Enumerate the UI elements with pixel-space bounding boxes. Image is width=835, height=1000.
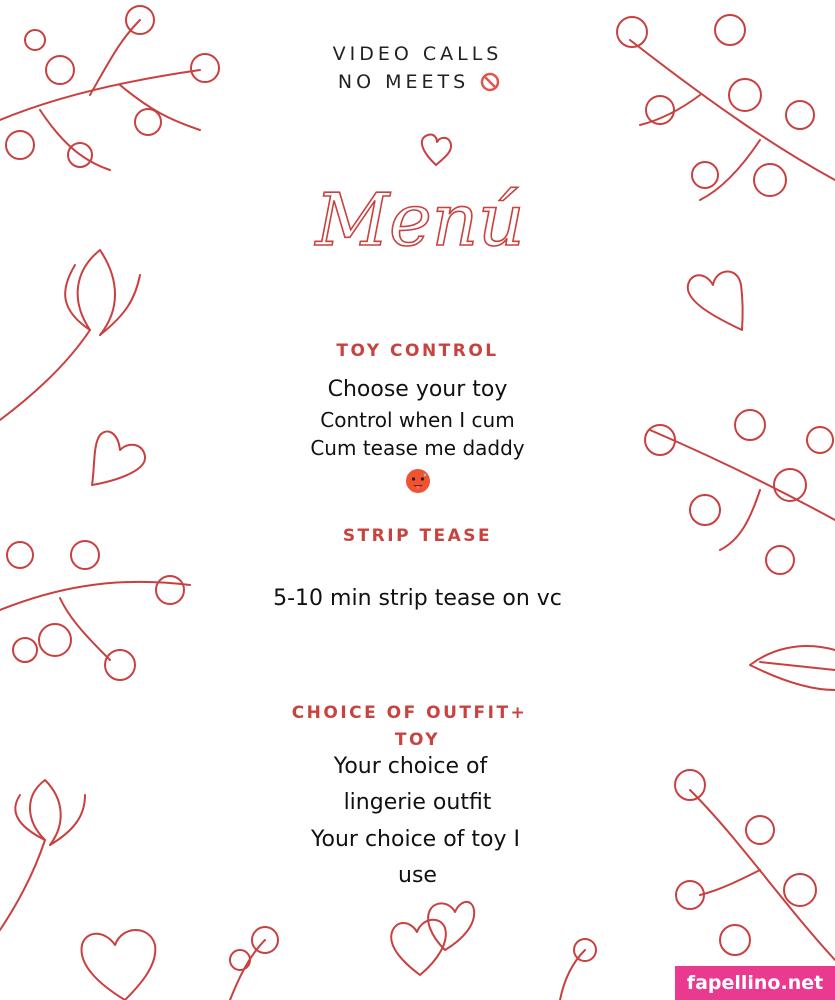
flower-branch-icon (230, 927, 596, 1000)
no-entry-icon (480, 72, 500, 92)
outfit-line-4: use (398, 863, 437, 888)
header-line-1: VIDEO CALLS (332, 43, 503, 65)
menu-title-script (250, 165, 590, 265)
section-heading-toy: TOY (394, 730, 441, 750)
section-heading-strip-tease: STRIP TEASE (342, 526, 493, 546)
watermark-badge: fapellino.net (675, 966, 835, 1000)
outfit-line-3: Your choice of toy I (311, 827, 520, 852)
section-heading-choice-of-outfit: CHOICE OF OUTFIT+ (291, 703, 528, 723)
outfit-line-1: Your choice of (333, 754, 488, 779)
toy-control-line-3: Cum tease me daddy (310, 436, 525, 460)
header-line-2: NO MEETS (337, 71, 470, 93)
heart-icon (688, 271, 743, 330)
menu-title: Menú (315, 178, 525, 262)
heart-icon (82, 930, 156, 1000)
toy-control-line-1: Choose your toy (327, 377, 508, 402)
strip-tease-line-1: 5-10 min strip tease on vc (273, 586, 562, 611)
section-heading-toy-control: TOY CONTROL (336, 341, 499, 361)
flower-bud-icon (750, 646, 835, 690)
toy-control-line-2: Control when I cum (320, 408, 515, 432)
heart-icon (428, 902, 474, 950)
heart-icon (391, 920, 446, 975)
hot-face-emoji-icon (404, 467, 432, 495)
heart-icon (422, 135, 451, 165)
outfit-line-2: lingerie outfit (343, 790, 492, 815)
flower-branch-icon (645, 410, 835, 574)
